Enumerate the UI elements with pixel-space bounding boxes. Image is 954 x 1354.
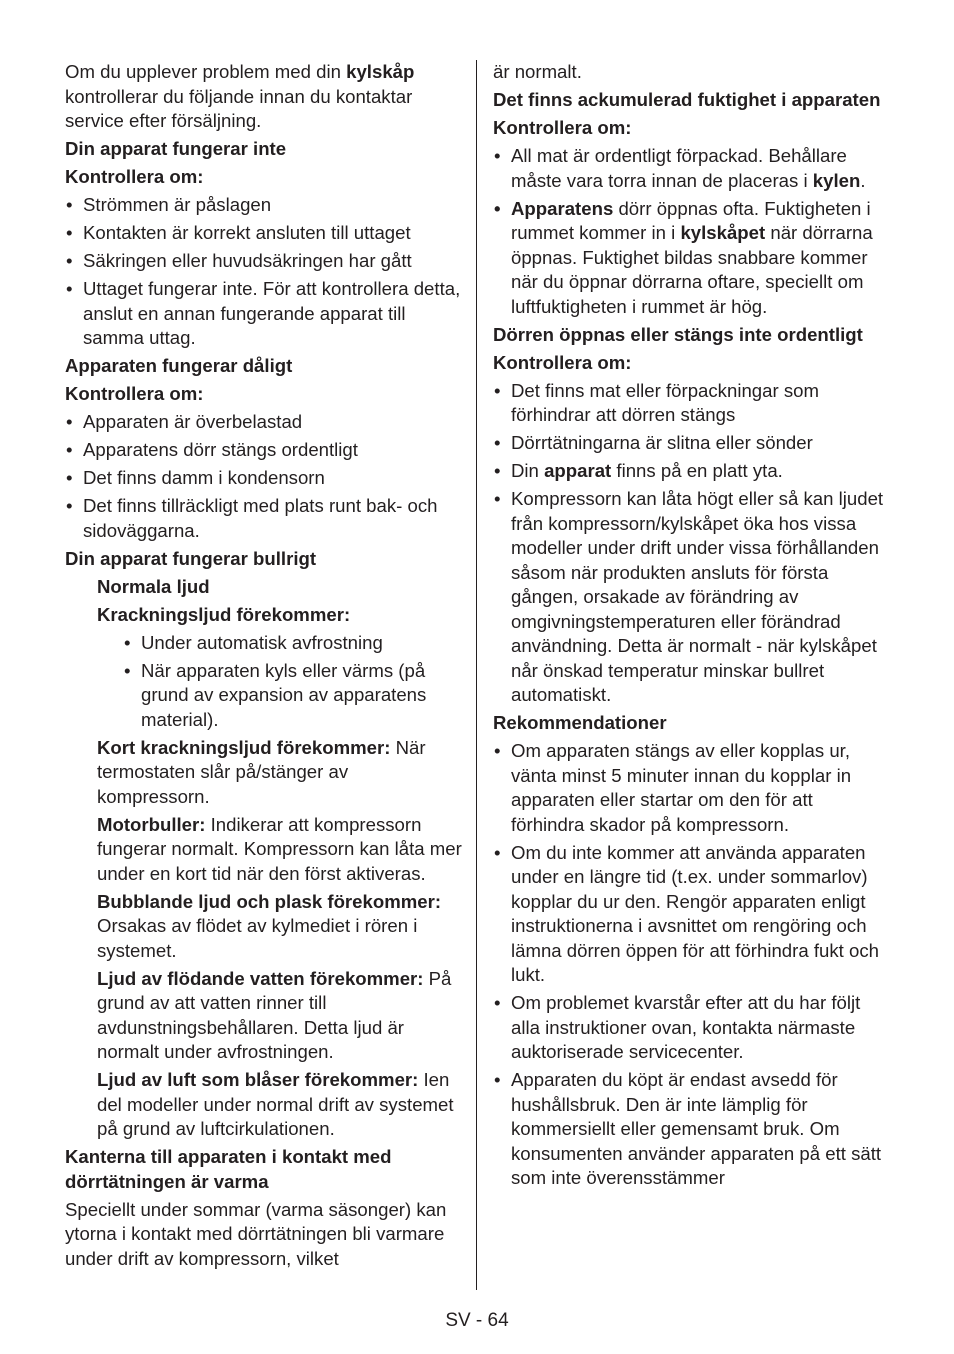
list-item: • All mat är ordentligt förpackad. Behållare måste vara torra innan de placeras i kylen. — [493, 144, 890, 193]
short-cracking-paragraph: Kort krackningsljud förekommer: När termostaten slår på/stänger av kompressorn. — [97, 736, 426, 807]
check-heading: Kontrollera om: — [493, 117, 632, 138]
section-heading-noisy: Din apparat fungerar bullrigt — [65, 547, 317, 569]
check-heading: Kontrollera om: — [65, 166, 204, 187]
list-item: • Uttaget fungerar inte. För att kontrollera detta, anslut en annan fungerande apparat till samma uttag. — [65, 277, 463, 351]
check-list-not-working — [65, 193, 463, 351]
section-heading-warm-edges: Kanterna till apparaten i kontakt med dörrtätningen är varma — [65, 1146, 392, 1192]
list-item: • Om problemet kvarstår efter att du har följt alla instruktioner ovan, kontakta närmaste auktoriserade servicecenter. — [493, 991, 890, 1065]
warm-edges-paragraph: Speciellt under sommar (varma säsonger) kan ytorna i kontakt med dörrtätningen bli varmare under drift av kompressorn, vilket — [65, 1198, 447, 1269]
check-list-door — [493, 379, 890, 708]
list-item: • Om apparaten stängs av eller kopplas ur, vänta minst 5 minuter innan du kopplar in apparaten eller startar om den för att förhindra skador på kompressorn. — [493, 739, 890, 837]
list-item: • Säkringen eller huvudsäkringen har gått — [65, 249, 463, 274]
list-item: • Din apparat finns på en platt yta. — [493, 459, 890, 484]
check-heading: Kontrollera om: — [65, 383, 204, 404]
column-divider — [476, 60, 477, 1290]
section-heading-humidity: Det finns ackumulerad fuktighet i apparaten — [493, 89, 881, 110]
check-list-poor-performance — [65, 410, 463, 543]
list-item: • Apparaten du köpt är endast avsedd för hushållsbruk. Den är inte lämplig för kommersiellt eller gemensamt bruk. Om konsumenten använder apparaten på ett sätt som inte överensstämmer — [493, 1068, 890, 1191]
list-item: • Apparatens dörr stängs ordentligt — [65, 438, 463, 463]
list-item: • Kompressorn kan låta högt eller så kan ljudet från kompressorn/kylskåpet öka hos vissa modeller under drift under vissa förhållanden såsom när produkten ansluts för första gången, orsakade av förändring av omgivningstemperaturen eller förändrad användning. Detta är normalt - när kylskåpet når önskad temperatur minskar bullret automatiskt. — [493, 487, 890, 708]
list-item: • Kontakten är korrekt ansluten till uttaget — [65, 221, 463, 246]
subheading-normal-sounds: Normala ljud — [97, 575, 210, 597]
cracking-list — [123, 631, 463, 733]
list-item: • Det finns mat eller förpackningar som förhindrar att dörren stängs — [493, 379, 890, 428]
list-item: • Under automatisk avfrostning — [123, 631, 463, 656]
left-column — [65, 60, 463, 1275]
section-heading-poor-performance: Apparaten fungerar dåligt — [65, 355, 293, 376]
check-list-humidity — [493, 144, 890, 319]
section-heading-recommendations: Rekommendationer — [493, 712, 667, 733]
section-heading-door: Dörren öppnas eller stängs inte ordentligt — [493, 323, 863, 345]
list-item: • Om du inte kommer att använda apparaten under en längre tid (t.ex. under sommarlov) kopplar du ur den. Rengör apparaten enligt instruktionerna i avsnittet om rengöring och lämna dörren öppen för att förhindra fukt och lukt. — [493, 841, 890, 988]
list-item: • Det finns damm i kondensorn — [65, 466, 463, 491]
continued-text: är normalt. — [493, 61, 582, 82]
list-item: • När apparaten kyls eller värms (på grund av expansion av apparatens material). — [123, 659, 463, 733]
list-item: • Apparaten är överbelastad — [65, 410, 463, 435]
list-item: • Det finns tillräckligt med plats runt bak- och sidoväggarna. — [65, 494, 463, 543]
subheading-cracking: Krackningsljud förekommer: — [97, 603, 351, 625]
list-item: • Apparatens dörr öppnas ofta. Fuktigheten i rummet kommer in i kylskåpet när dörrarna öppnas. Fuktighet bildas snabbare kommer när du öppnar dörrarna oftare, speciellt om luftfuktigheten i rummet är hög. — [493, 197, 890, 320]
recommendations-list — [493, 739, 890, 1191]
list-item: • Dörrtätningarna är slitna eller sönder — [493, 431, 890, 456]
check-heading: Kontrollera om: — [493, 351, 632, 373]
section-heading-not-working: Din apparat fungerar inte — [65, 138, 287, 159]
flowing-water-paragraph: Ljud av flödande vatten förekommer: På grund av att vatten rinner till avdunstningsbehållaren. Detta ljud är normalt under avfrostningen. — [97, 967, 452, 1062]
bubbling-paragraph: Bubblande ljud och plask förekommer: Orsakas av flödet av kylmediet i rören i systemet. — [97, 890, 442, 961]
intro-paragraph: Om du upplever problem med din kylskåp kontrollerar du följande innan du kontaktar service efter försäljning. — [65, 61, 415, 131]
motor-noise-paragraph: Motorbuller: Indikerar att kompressorn fungerar normalt. Kompressorn kan låta mer under en kort tid när den först aktiveras. — [97, 813, 462, 884]
page-number: SV - 64 — [445, 1310, 509, 1331]
right-column — [493, 60, 890, 1194]
list-item: • Strömmen är påslagen — [65, 193, 463, 218]
blowing-air-paragraph: Ljud av luft som blåser förekommer: Ien del modeller under normal drift av systemet på grund av luftcirkulationen. — [97, 1069, 454, 1139]
